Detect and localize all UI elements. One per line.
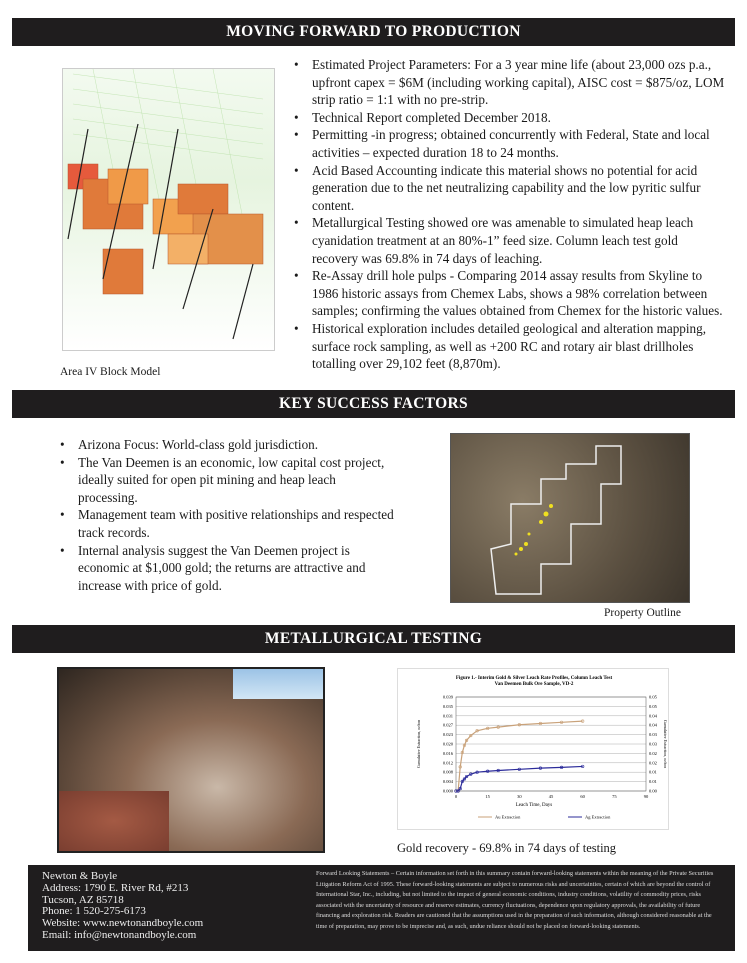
x-axis-label: Leach Time, Days: [515, 803, 553, 808]
company-name: Newton & Boyle: [42, 870, 118, 882]
y-tick-label: 0.035: [442, 703, 453, 709]
y-tick-label: 0.031: [442, 713, 453, 719]
section-header-metallurgical: METALLURGICAL TESTING: [12, 625, 735, 653]
y-tick-label: 0.000: [442, 788, 453, 794]
y-tick-label: 0.008: [442, 769, 453, 775]
address: Address: 1790 E. River Rd, #213: [42, 881, 189, 894]
list-item: • Acid Based Accounting indicate this material shows no potential for acid generation due to the net neutralizing capability and the low pyritic sulfur content.: [290, 162, 726, 215]
list-item: • Arizona Focus: World-class gold jurisdiction.: [56, 436, 396, 454]
property-map-image: [450, 433, 690, 603]
disclaimer: Forward Looking Statements – Certain information set forth in this summary contain forward-looking statements within the meaning of the Private Securities Litigation Reform Act of 1995. These forward-looking statements are subject to numerous risks and uncertainties, certain of which are beyond the control of International Star, Inc., including, but not limited to the impact of general economic conditions, industry conditions, volatility of commodity prices, risks associated with the uncertainty of resource and reserve estimates, currency fluctuations, dependence upon regulatory approvals, the availability of future financing and exploration risk. Readers are cautioned that the assumptions used in the preparation of such information, although considered reasonable at the time of preparation, may prove to be imprecise and, as such, undue reliance should not be placed on forward-looking statements.: [316, 870, 714, 930]
x-tick-label: 90: [643, 794, 649, 799]
y2-tick-label: 0.03: [649, 732, 657, 738]
x-tick-label: 60: [580, 794, 585, 799]
city: Tucson, AZ 85718: [42, 893, 124, 906]
y-tick-label: 0.020: [442, 741, 453, 747]
y2-tick-label: 0.02: [649, 750, 657, 756]
x-tick-label: 0: [454, 794, 458, 799]
y2-tick-label: 0.01: [649, 779, 657, 785]
series-line-0: [456, 721, 583, 791]
y-tick-label: 0.004: [442, 779, 453, 785]
y2-tick-label: 0.04: [649, 713, 657, 719]
list-item: • Technical Report completed December 2018.: [290, 109, 726, 127]
y2-tick-label: 0.04: [649, 722, 657, 728]
website-link[interactable]: Website: www.newtonandboyle.com: [42, 917, 204, 930]
success-bullets: [56, 436, 396, 594]
list-item: • The Van Deemen is an economic, low capital cost project, ideally suited for open pit mining and heap leach processing.: [56, 454, 396, 507]
list-item: • Estimated Project Parameters: For a 3 year mine life (about 23,000 ozs p.a., upfront capex = $6M (including working capital), AISC cost = $875/oz, LOM strip ratio = 1:1 with no pre-strip.: [290, 56, 726, 109]
y2-axis-label: Cumulative Extraction, oz/ton: [663, 719, 668, 769]
x-tick-label: 45: [548, 794, 554, 799]
section-header-success: KEY SUCCESS FACTORS: [12, 390, 735, 418]
caption-property-outline: Property Outline: [604, 607, 681, 619]
list-item: • Re-Assay drill hole pulps - Comparing 2014 assay results from Skyline to 1986 historic assays from Chemex Labs, shows a 98% correlation between samples; confirming the values obtained from Chemex for the historic values.: [290, 267, 726, 320]
y2-tick-label: 0.03: [649, 741, 657, 747]
block-model-image: [62, 68, 275, 351]
contact-info: [42, 871, 203, 942]
x-tick-label: 75: [612, 794, 617, 799]
production-bullets: [290, 56, 726, 373]
phone: Phone: 1 520-275-6173: [42, 905, 146, 918]
y2-tick-label: 0.00: [649, 788, 657, 794]
legend-label: Ag Extraction: [585, 814, 611, 820]
y-tick-label: 0.023: [442, 732, 453, 738]
list-item: • Metallurgical Testing showed ore was amenable to simulated heap leach cyanidation treatment at an 80%-1” feed size. Column leach test gold recovery was 69.8% in 74 days of leaching.: [290, 214, 726, 267]
list-item: • Internal analysis suggest the Van Deemen project is economic at $1,000 gold; the returns are attractive and increase with price of gold.: [56, 542, 396, 595]
footer: [28, 865, 735, 951]
caption-block-model: Area IV Block Model: [60, 366, 161, 378]
x-tick-label: 15: [485, 794, 490, 799]
email-link[interactable]: Email: info@newtonandboyle.com: [42, 928, 197, 941]
list-item: • Historical exploration includes detailed geological and alteration mapping, surface rock sampling, as well as +200 RC and rotary air blast drillholes totalling over 29,102 feet (8,870m).: [290, 320, 726, 373]
list-item: • Permitting -in progress; obtained concurrently with Federal, State and local activities – expected duration 18 to 24 months.: [290, 126, 726, 161]
y-axis-label: Cumulative Extraction, oz/ton: [416, 719, 421, 769]
leach-chart: [397, 668, 669, 830]
y-tick-label: 0.012: [442, 760, 453, 766]
ore-rock-photo: [57, 667, 325, 853]
y-tick-label: 0.027: [442, 722, 453, 728]
caption-gold-recovery: Gold recovery - 69.8% in 74 days of testing: [397, 841, 617, 855]
y2-tick-label: 0.05: [649, 694, 657, 700]
y2-tick-label: 0.02: [649, 760, 657, 766]
y-tick-label: 0.016: [442, 750, 453, 756]
section-header-production: MOVING FORWARD TO PRODUCTION: [12, 18, 735, 46]
series-line-1: [456, 766, 583, 791]
chart-subtitle: Van Deemen Bulk Ore Sample, VD-2: [494, 682, 574, 687]
y2-tick-label: 0.05: [649, 703, 657, 709]
y-tick-label: 0.039: [442, 694, 453, 700]
list-item: • Management team with positive relationships and respected track records.: [56, 506, 396, 541]
legend-label: Au Extraction: [495, 814, 521, 820]
chart-title: Figure 1.- Interim Gold & Silver Leach Rate Profiles, Column Leach Test: [455, 676, 613, 681]
y2-tick-label: 0.01: [649, 769, 657, 775]
x-tick-label: 30: [517, 794, 522, 799]
